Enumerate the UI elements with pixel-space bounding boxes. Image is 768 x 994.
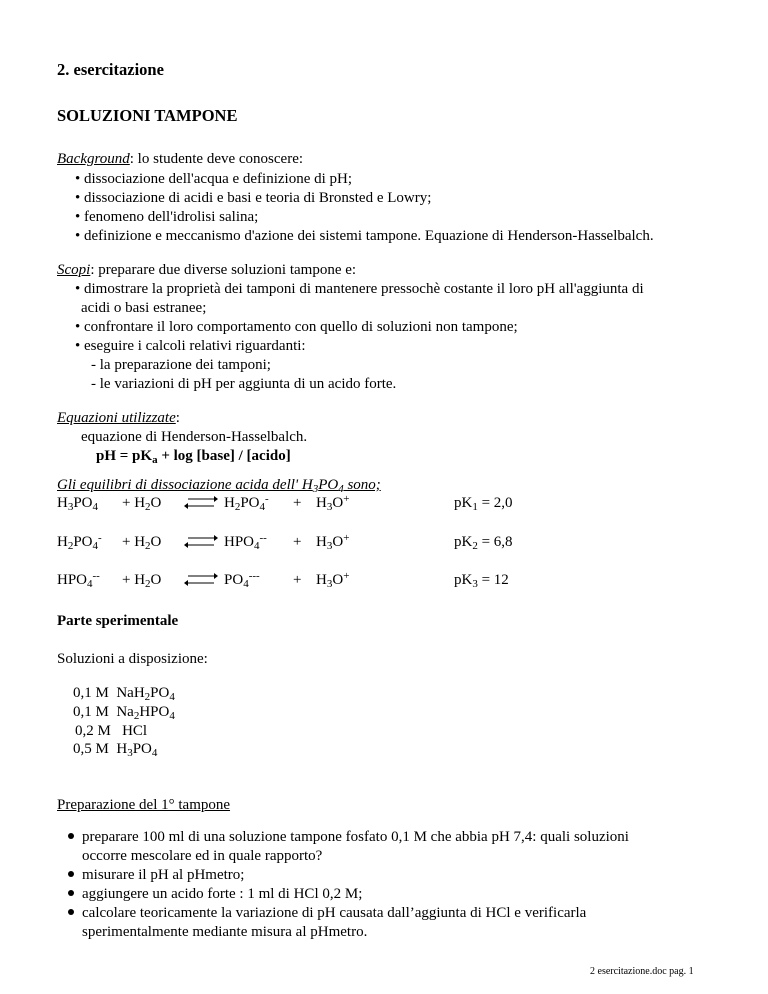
scopi-line: - le variazioni di pH per aggiunta di un acido forte. xyxy=(91,376,397,392)
heading-part: Gli equilibri di dissociazione acida dell' H xyxy=(57,477,313,493)
background-intro xyxy=(57,150,303,169)
heading-sub: 3 xyxy=(312,483,319,495)
heading-part: PO xyxy=(318,477,339,493)
bullet-icon xyxy=(68,890,74,896)
equilibrium-arrows-icon xyxy=(184,494,218,510)
hydronium: $H_3O^+$ xyxy=(316,532,350,552)
section-number: 2. esercitazione xyxy=(57,60,164,79)
water: + $H_2O$ xyxy=(122,495,162,513)
scopi-line: acidi o basi estranee; xyxy=(81,300,207,316)
plus-sign: + xyxy=(293,534,302,550)
list-item: calcolare teoricamente la variazione di pH causata dall’aggiunta di HCl e verificarla xyxy=(68,904,586,923)
formula-sub: a xyxy=(152,454,158,466)
list-item-continuation: sperimentalmente mediante misura al pHmetro. xyxy=(82,924,368,940)
heading-sub: 4 xyxy=(338,483,344,495)
plus-sign: + xyxy=(293,495,302,511)
background-item: • dissociazione dell'acqua e definizione di pH; xyxy=(75,171,353,187)
parte-sperimentale-heading: Parte sperimentale xyxy=(57,613,179,629)
product: $PO_4^{---}$ xyxy=(224,570,260,590)
preparazione-heading: Preparazione del 1° tampone xyxy=(57,797,231,813)
bullet-icon xyxy=(68,833,74,839)
bullet-icon xyxy=(68,871,74,877)
list-item: misurare il pH al pHmetro; xyxy=(68,866,244,885)
scopi-line: • confrontare il loro comportamento con quello di soluzioni non tampone; xyxy=(75,319,518,335)
pk-value: $pK_2 = 6,8$ xyxy=(454,534,513,552)
equazioni-heading xyxy=(57,409,180,428)
list-item: preparare 100 ml di una soluzione tampone fosfato 0,1 M che abbia pH 7,4: quali soluzioni xyxy=(68,828,629,847)
background-intro-text: : lo studente deve conoscere: xyxy=(129,151,304,167)
background-item: • dissociazione di acidi e basi e teoria di Bronsted e Lowry; xyxy=(75,190,432,206)
plus-sign: + xyxy=(293,572,302,588)
equazioni-label: Equazioni utilizzate xyxy=(57,410,176,426)
scopi-label: Scopi xyxy=(57,262,91,278)
background-item: • fenomeno dell'idrolisi salina; xyxy=(75,209,259,225)
reactant: $HPO_4^{--}$ xyxy=(57,570,100,590)
equazioni-line: equazione di Henderson-Hasselbalch. xyxy=(81,429,308,445)
product: $HPO_4^{--}$ xyxy=(224,532,267,552)
hydronium: $H_3O^+$ xyxy=(316,570,350,590)
equilibrium-arrows-icon xyxy=(184,533,218,549)
bullet-icon xyxy=(68,909,74,915)
background-label: Background xyxy=(57,151,130,167)
equazioni-colon: : xyxy=(175,410,180,426)
scopi-intro-text: : preparare due diverse soluzioni tampone e: xyxy=(90,262,357,278)
list-item-continuation: occorre mescolare ed in quale rapporto? xyxy=(82,848,323,864)
pk-value: $pK_3 = 12$ xyxy=(454,572,509,590)
list-item: aggiungere un acido forte : 1 ml di HCl 0,2 M; xyxy=(68,885,362,904)
background-item: • definizione e meccanismo d'azione dei sistemi tampone. Equazione di Henderson-Hasselbalch. xyxy=(75,228,654,244)
scopi-line: • dimostrare la proprietà dei tamponi di mantenere pressochè costante il loro pH all'aggiunta di xyxy=(75,281,644,297)
scopi-intro xyxy=(57,261,356,280)
reactant: $H_2PO_4^-$ xyxy=(57,532,102,552)
pk-value: $pK_1 = 2,0$ xyxy=(454,495,513,513)
product: $H_2PO_4^-$ xyxy=(224,493,269,513)
equilibri-heading xyxy=(57,476,381,495)
reactant: $H_3PO_4$ xyxy=(57,495,99,513)
scopi-line: • eseguire i calcoli relativi riguardanti: xyxy=(75,338,306,354)
solution-item: 0,5 M $H_3PO_4$ xyxy=(73,741,158,759)
solution-item: 0,1 M $NaH_2PO_4$ xyxy=(73,685,175,703)
page-footer: 2 esercitazione.doc pag. 1 xyxy=(590,966,694,977)
equilibrium-arrows-icon xyxy=(184,571,218,587)
solution-item: 0,1 M $Na_2HPO_4$ xyxy=(73,704,175,722)
water: + $H_2O$ xyxy=(122,534,162,552)
scopi-line: - la preparazione dei tamponi; xyxy=(91,357,271,373)
soluzioni-intro: Soluzioni a disposizione: xyxy=(57,651,208,667)
hydronium: $H_3O^+$ xyxy=(316,493,350,513)
henderson-formula xyxy=(96,447,291,466)
heading-part: sono; xyxy=(343,477,381,493)
formula-part: + log [base] / [acido] xyxy=(157,448,291,464)
page-title: SOLUZIONI TAMPONE xyxy=(57,106,238,125)
water: + $H_2O$ xyxy=(122,572,162,590)
formula-part: pH = pK xyxy=(96,448,153,464)
solution-item: 0,2 M HCl xyxy=(75,723,148,739)
